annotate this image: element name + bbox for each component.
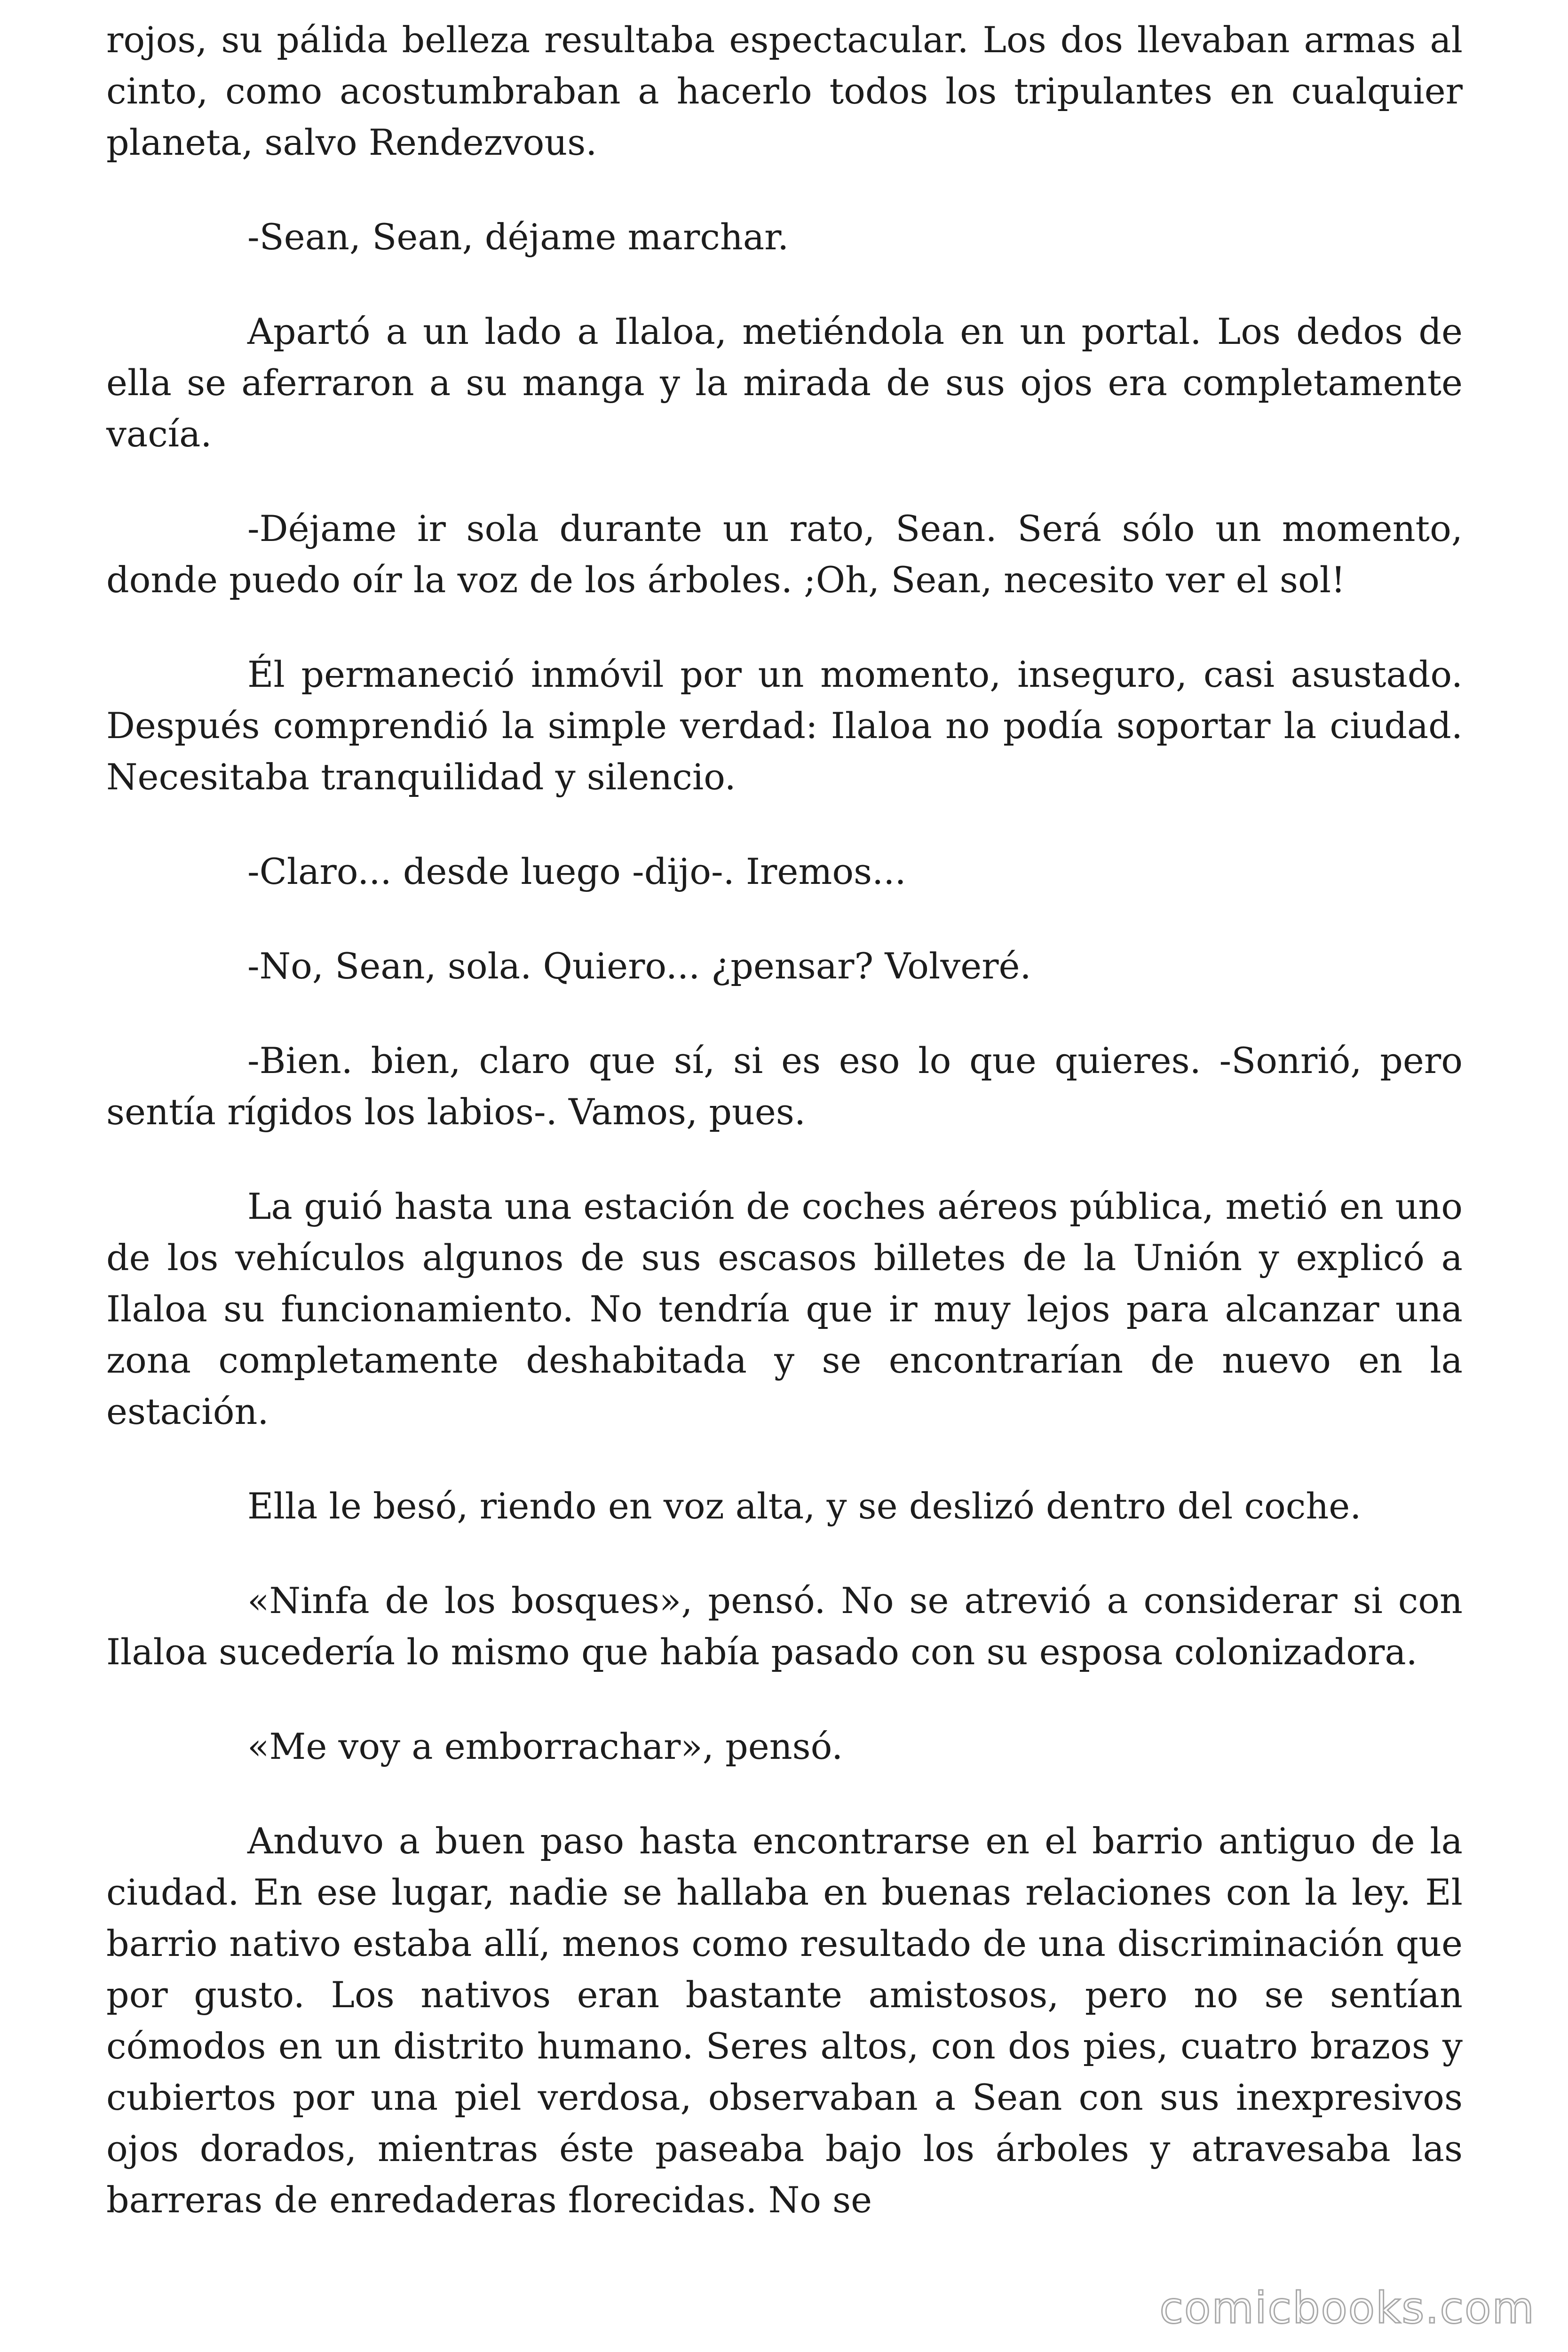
paragraph-5: Él permaneció inmóvil por un momento, inseguro, casi asustado. Después comprendió la simple verdad: Ilaloa no podía soportar la ciudad. Necesitaba tranquilidad y silencio. [106, 653, 1463, 798]
paragraph-8: -Bien. bien, claro que sí, si es eso lo que quieres. -Sonrió, pero sentía rígidos los labios-. Vamos, pues. [106, 1040, 1463, 1133]
paragraph-7: -No, Sean, sola. Quiero... ¿pensar? Volveré. [247, 945, 1031, 987]
paragraph-9: La guió hasta una estación de coches aéreos pública, metió en uno de los vehículos algunos de sus escasos billetes de la Unión y explicó a Ilaloa su funcionamiento. No tendría que ir muy lejos para alcanzar una zona completamente deshabitada y se encontrarían de nuevo en la estación. [106, 1185, 1463, 1432]
paragraph-6: -Claro... desde luego -dijo-. Iremos... [247, 850, 906, 892]
paragraph-13: Anduvo a buen paso hasta encontrarse en el barrio antiguo de la ciudad. En ese lugar, nadie se hallaba en buenas relaciones con la ley. El barrio nativo estaba allí, menos como resultado de una discriminación que por gusto. Los nativos eran bastante amistosos, pero no se sentían cómodos en un distrito humano. Seres altos, con dos pies, cuatro brazos y cubiertos por una piel verdosa, observaban a Sean con sus inexpresivos ojos dorados, mientras éste paseaba bajo los árboles y atravesaba las barreras de enredaderas florecidas. No se [106, 1820, 1463, 2221]
paragraph-4: -Déjame ir sola durante un rato, Sean. Será sólo un momento, donde puedo oír la voz de los árboles. ;Oh, Sean, necesito ver el sol! [106, 508, 1463, 601]
book-page [106, 14, 1463, 2269]
paragraph-12: «Me voy a emborrachar», pensó. [247, 1725, 843, 1767]
watermark-text: comicbooks.com [1159, 2283, 1535, 2333]
paragraph-3: Apartó a un lado a Ilaloa, metiéndola en un portal. Los dedos de ella se aferraron a su manga y la mirada de sus ojos era completamente vacía. [106, 310, 1463, 455]
paragraph-11: «Ninfa de los bosques», pensó. No se atrevió a considerar si con Ilaloa sucedería lo mismo que había pasado con su esposa colonizadora. [106, 1580, 1463, 1673]
paragraph-1: rojos, su pálida belleza resultaba espectacular. Los dos llevaban armas al cinto, como acostumbraban a hacerlo todos los tripulantes en cualquier planeta, salvo Rendezvous. [106, 19, 1463, 163]
paragraph-10: Ella le besó, riendo en voz alta, y se deslizó dentro del coche. [247, 1485, 1362, 1527]
paragraph-2: -Sean, Sean, déjame marchar. [247, 216, 789, 258]
